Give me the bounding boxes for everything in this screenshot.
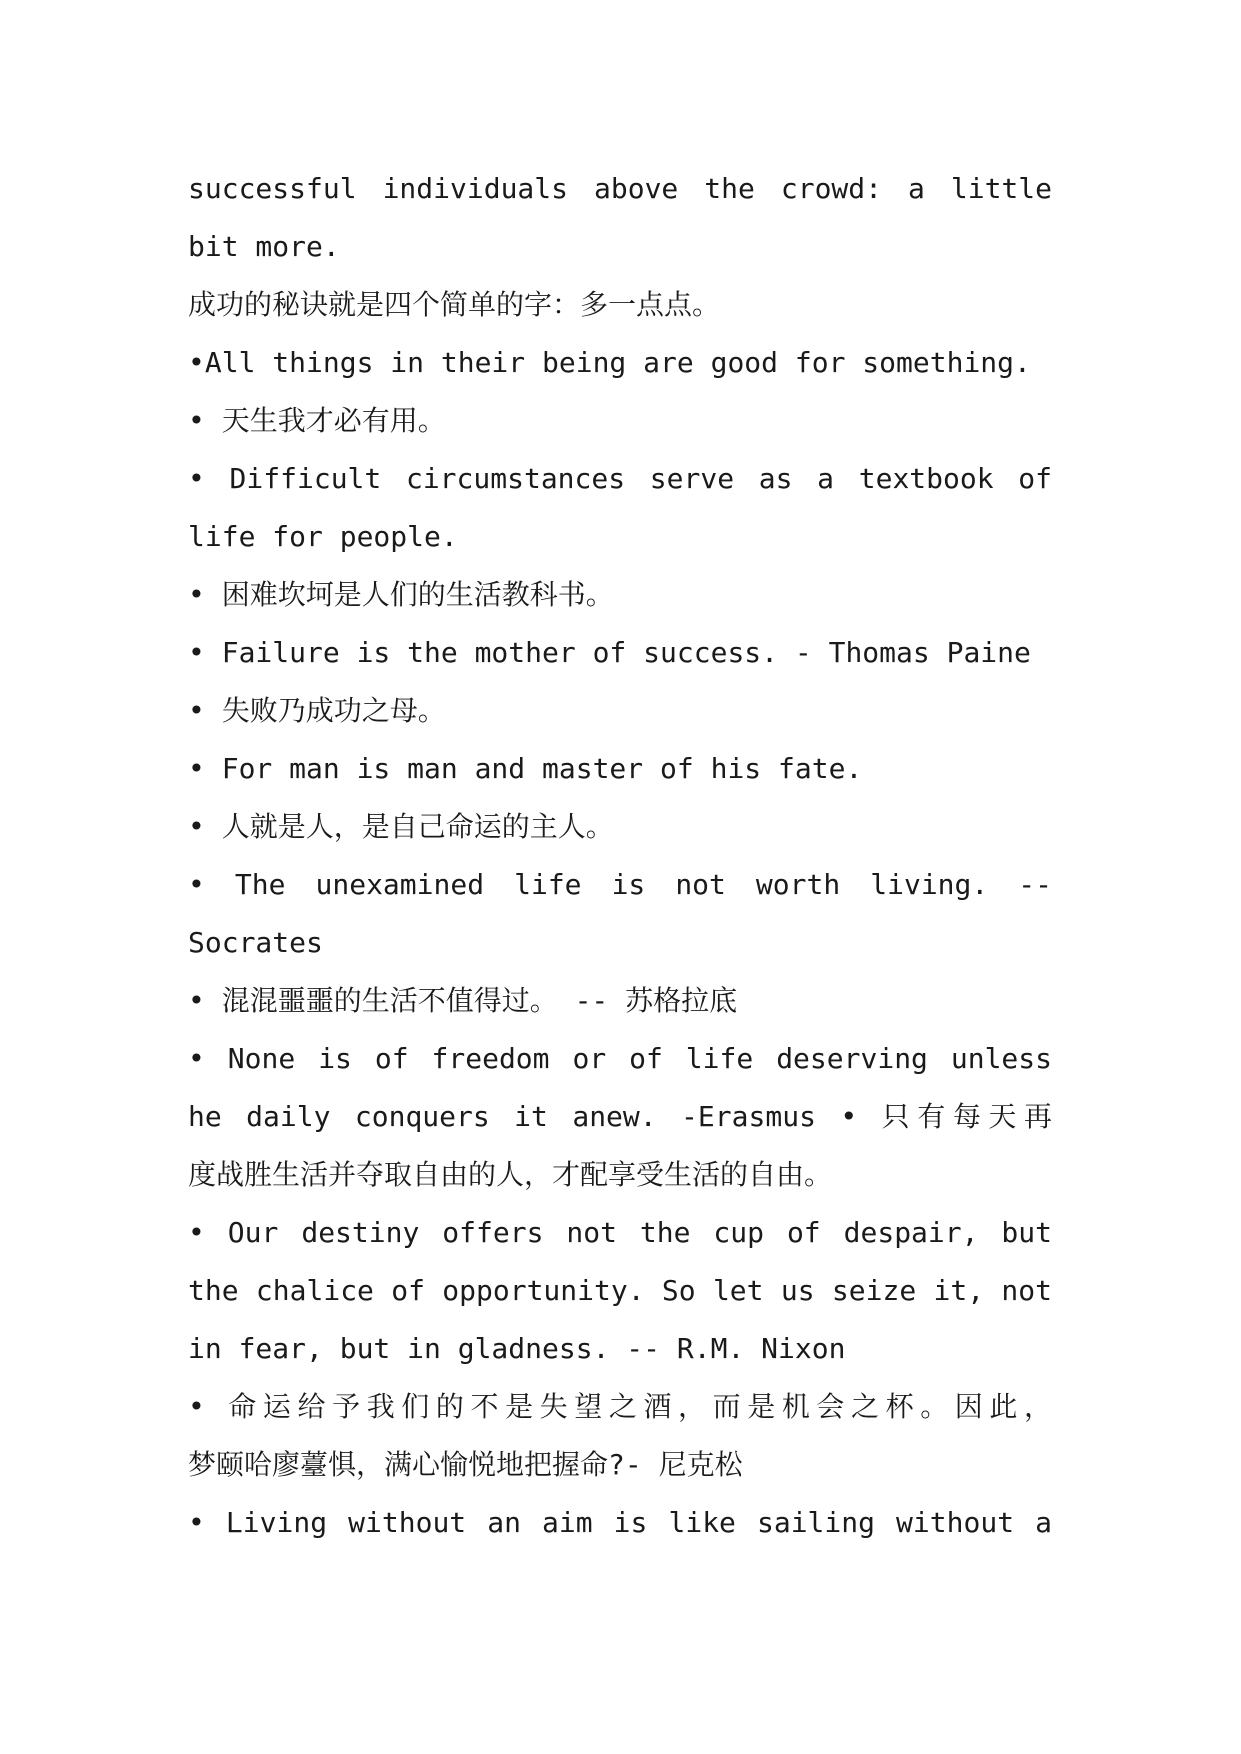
text-line: successful individuals above the crowd: a little <box>188 172 1052 205</box>
text-line: • 天生我才必有用。 <box>188 404 446 437</box>
text-line: bit more. <box>188 230 340 263</box>
text-line: • 混混噩噩的生活不值得过。 -- 苏格拉底 <box>188 984 738 1017</box>
text-line: he daily conquers it anew. -Erasmus • 只有每天再 <box>188 1100 1052 1133</box>
text-line: Socrates <box>188 926 323 959</box>
text-line: • 人就是人，是自己命运的主人。 <box>188 810 614 843</box>
text-line: • Our destiny offers not the cup of despair, but <box>188 1216 1052 1249</box>
text-line: the chalice of opportunity. So let us seize it, not <box>188 1274 1052 1307</box>
text-line: • Living without an aim is like sailing without a <box>188 1506 1052 1539</box>
text-line: • Difficult circumstances serve as a textbook of <box>188 462 1052 495</box>
text-line: • 失败乃成功之母。 <box>188 694 446 727</box>
text-line: •All things in their being are good for something. <box>188 346 1031 379</box>
text-line: 度战胜生活并夺取自由的人，才配享受生活的自由。 <box>188 1158 833 1191</box>
text-line: in fear, but in gladness. -- R.M. Nixon <box>188 1332 846 1365</box>
text-line: • Failure is the mother of success. - Thomas Paine <box>188 636 1031 669</box>
text-line: 成功的秘诀就是四个简单的字：多一点点。 <box>188 288 721 321</box>
text-line: • The unexamined life is not worth living. -- <box>188 868 1052 901</box>
text-line: • None is of freedom or of life deserving unless <box>188 1042 1052 1075</box>
text-line: • 困难坎坷是人们的生活教科书。 <box>188 578 614 611</box>
text-line: life for people. <box>188 520 458 553</box>
text-line: • For man is man and master of his fate. <box>188 752 863 785</box>
text-line: 梦颐哈廖薹惧，满心愉悦地把握命?- 尼克松 <box>188 1448 743 1481</box>
text-line: • 命运给予我们的不是失望之酒，而是机会之杯。因此， <box>188 1390 1052 1423</box>
document-body <box>188 160 1052 1552</box>
